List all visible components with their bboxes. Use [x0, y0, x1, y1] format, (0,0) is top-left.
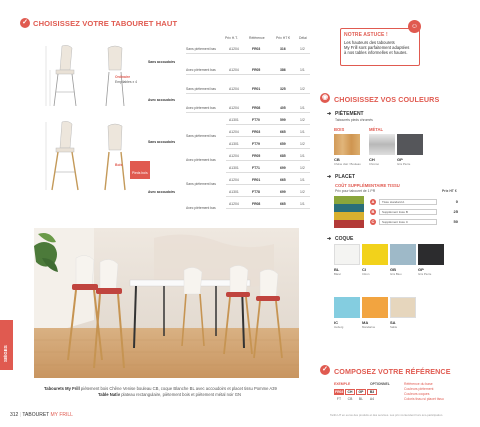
row-bottom-divider	[226, 148, 310, 149]
pietement-title: PIÈTEMENT	[335, 111, 364, 117]
section-title-tabouret: CHOISISSEZ VOTRE TABOURET HAUT	[33, 19, 178, 28]
placet-option-row[interactable]	[370, 209, 462, 217]
footer-left: 312 | TABOURET MY FRILL	[10, 412, 73, 418]
row-top-ht: A1204	[229, 106, 239, 110]
coque-swatch-name: Mandarine	[362, 325, 376, 329]
ref-code-sub: FT	[336, 397, 342, 401]
tag-pieds-bois	[130, 161, 150, 179]
row-bottom-ht: A1301	[229, 118, 239, 122]
row-bottom-ht: A1301	[229, 142, 239, 146]
row-bottom-label: Sans piètement bas	[186, 182, 216, 186]
label-avec-accoudoirs-2: Avec accoudoirs	[148, 190, 176, 194]
footer-title-accent: MY FRILL	[50, 412, 73, 418]
row-bottom-price: 665	[280, 130, 286, 134]
ref-code-box: B3	[367, 389, 377, 395]
row-bottom-ref: FT79	[252, 142, 260, 146]
header-ref: Référence	[249, 36, 265, 40]
header-delay: Délai	[299, 36, 307, 40]
arrow-coque-icon: ➔	[327, 236, 332, 242]
row-bottom-price: 699	[280, 190, 286, 194]
caption-line1-bold: Tabourets My Frill	[44, 386, 80, 391]
ref-code-sub: BL	[358, 397, 364, 401]
ref-legend-item: Référence du base	[404, 382, 433, 386]
row-top-label: Avec piètement bas	[186, 106, 216, 110]
row-top-ref: FR08	[252, 106, 261, 110]
row-bottom-price: 599	[280, 118, 286, 122]
placet-option-value: 50	[453, 219, 458, 224]
ref-code-box: GP	[356, 389, 366, 395]
ref-legend-item: Couleurs piètement	[404, 387, 434, 391]
swatch-ch-name: Chromé	[369, 162, 379, 166]
caption-line2-bold: Table Nativ	[98, 392, 121, 397]
ref-legend-item: Couleurs coques	[404, 392, 430, 396]
arrow-pietement-icon: ➔	[327, 111, 332, 117]
coque-swatch-gp[interactable]	[418, 244, 444, 265]
coque-title: COQUE	[335, 236, 354, 242]
row-bottom-divider	[226, 184, 310, 185]
row-bottom-delay: 1/1	[300, 178, 305, 182]
row-top-ref: FR03	[252, 47, 261, 51]
tip-box	[340, 28, 420, 66]
row-bottom-divider	[226, 208, 310, 209]
label-sans-accoudoirs-2: Sans accoudoirs	[148, 140, 176, 144]
row-bottom-delay: 1/1	[300, 130, 305, 134]
label-ordinaire: Ordinaire	[115, 75, 131, 79]
coque-swatch-ma[interactable]	[362, 297, 388, 318]
coque-swatch-code: MA	[362, 320, 369, 325]
row-bottom-ref: FT78	[252, 190, 260, 194]
coque-swatch-name: Blanc	[334, 272, 341, 276]
row-bottom-label: Avec piètement bas	[186, 158, 216, 162]
caption-line2-text: plateau rectangulaire, piètement bois et piètement métal noir GN	[120, 392, 242, 397]
row-bottom-ref: FR05	[252, 154, 261, 158]
row-bottom-price: 685	[280, 154, 286, 158]
placet-option-label: Supplément tissu B	[379, 209, 437, 215]
label-bois-group: BOIS	[334, 127, 345, 132]
row-top-ht: A1204	[229, 87, 239, 91]
coque-swatch-name: Citron	[362, 272, 370, 276]
row-top-ht: A1204	[229, 47, 239, 51]
caption-line2	[98, 392, 241, 397]
coque-swatch-code: SA	[390, 320, 396, 325]
fabric-swatches-image	[334, 196, 364, 228]
ref-code-box: FR03	[335, 390, 344, 394]
swatch-gp-pietement-name: Gris Pierre	[397, 162, 411, 166]
product-photo	[34, 228, 299, 378]
caption-line1-text: piètement bois Chêne Venise bouleau CB, coque Blanche BL avec accoudoirs et placet tissu Pomme A39	[79, 386, 277, 391]
placet-option-row[interactable]	[370, 219, 462, 227]
coque-swatch-ic[interactable]	[334, 297, 360, 318]
side-tab-sieges[interactable]	[0, 320, 13, 370]
section-title-couleurs: CHOISISSEZ VOS COULEURS	[334, 95, 440, 104]
label-metal-group: MÉTAL	[369, 127, 384, 132]
tag-pieds-bois-label: Pieds bois	[132, 171, 148, 175]
row-top-ref: FR05	[252, 68, 261, 72]
swatch-gp-pietement-code: GP	[397, 157, 403, 162]
ref-example-label: EXEMPLE	[334, 382, 351, 386]
row-bottom-ht: A1204	[229, 154, 239, 158]
row-bottom-divider	[226, 172, 310, 173]
footer-right: Tarifs HT en euros des produits et des services. Les prix s'entendent hors éco-participation.	[330, 413, 444, 417]
row-top-delay: 1/2	[300, 87, 305, 91]
row-top-label: Sans piètement bas	[186, 87, 216, 91]
coque-swatch-gb[interactable]	[390, 244, 416, 265]
row-bottom-ht: A1204	[229, 202, 239, 206]
row-bottom-ref: FR01	[252, 178, 261, 182]
ref-code-box: CH	[345, 389, 355, 395]
row-bottom-divider	[226, 160, 310, 161]
row-top-ref: FR01	[252, 87, 261, 91]
coque-swatch-name: Sable	[390, 325, 398, 329]
row-bottom-label: Avec piètement bas	[186, 206, 216, 210]
row-top-price: 405	[280, 106, 286, 110]
row-bottom-price: 659	[280, 142, 286, 146]
row-bottom-ref: FT71	[252, 166, 260, 170]
arrow-placet-icon: ➔	[327, 174, 332, 180]
prix-label: Prix HT €	[442, 189, 457, 193]
cout-sub: Prix pour tabouret de 1 PR	[335, 189, 376, 193]
row-bottom-delay: 1/1	[300, 202, 305, 206]
chat-bubble-icon: ☺	[408, 20, 421, 33]
row-top-divider	[186, 53, 310, 54]
row-bottom-ht: A1204	[229, 178, 239, 182]
row-bottom-price: 665	[280, 178, 286, 182]
header-ht: Prix H.T.	[225, 36, 238, 40]
swatch-cb-code: CB	[334, 157, 340, 162]
ref-code-sub: A4	[369, 397, 375, 401]
row-bottom-ref: FR03	[252, 130, 261, 134]
tip-title: NOTRE ASTUCE !	[344, 32, 388, 38]
placet-option-row[interactable]	[370, 199, 462, 207]
tip-line3: à nos tables informelles et hautes.	[344, 50, 408, 55]
row-bottom-ht: A1301	[229, 166, 239, 170]
label-sans-accoudoirs-1: Sans accoudoirs	[148, 60, 176, 64]
swatch-ch-code: CH	[369, 157, 375, 162]
row-bottom-divider	[226, 124, 310, 125]
row-top-label: Sans piètement bas	[186, 47, 216, 51]
row-bottom-price: 699	[280, 166, 286, 170]
stool-wood-diagram	[40, 120, 100, 192]
stool-metal-diagram	[40, 44, 100, 108]
tip-line2: My Frill sont parfaitement adaptées	[344, 45, 410, 50]
row-top-divider	[186, 74, 310, 75]
swatch-ch[interactable]	[369, 134, 395, 155]
row-bottom-delay: 1/2	[300, 118, 305, 122]
coque-swatch-code: GB	[390, 267, 396, 272]
row-bottom-divider	[226, 136, 310, 137]
swatch-cb[interactable]	[334, 134, 360, 155]
row-top-divider	[186, 112, 310, 113]
row-bottom-delay: 1/2	[300, 142, 305, 146]
coque-swatch-ci[interactable]	[362, 244, 388, 265]
coque-swatch-name: Iceberg	[334, 325, 344, 329]
label-bois: Bois	[115, 163, 123, 167]
placet-option-value: 25	[453, 209, 458, 214]
placet-option-label: Supplément tissu C	[379, 219, 437, 225]
row-top-delay: 1/1	[300, 68, 305, 72]
coque-swatch-code: GP	[418, 267, 424, 272]
coque-swatch-name: Gris Bleu	[390, 272, 402, 276]
stool-wood-front	[100, 122, 130, 192]
row-bottom-ref: FR08	[252, 202, 261, 206]
ref-optional-label: OPTIONNEL	[370, 382, 390, 386]
label-avec-accoudoirs-1: Avec accoudoirs	[148, 98, 176, 102]
coque-swatch-name: Gris Pierre	[418, 272, 432, 276]
row-top-delay: 1/1	[300, 106, 305, 110]
placet-option-letter: B	[371, 209, 375, 214]
page-number: 312	[10, 412, 19, 418]
row-top-divider	[186, 93, 310, 94]
placet-option-letter: A	[371, 199, 375, 204]
placet-option-letter: C	[371, 219, 375, 224]
row-bottom-ht: A1301	[229, 190, 239, 194]
row-bottom-delay: 1/2	[300, 166, 305, 170]
footer-title: TABOURET	[22, 412, 50, 418]
tip-line1: Les hauteurs des tabourets	[344, 40, 395, 45]
ref-code-sub: CB	[347, 397, 353, 401]
caption-line1	[44, 386, 277, 391]
side-tab-label: SIÈGES	[3, 345, 8, 362]
reference-check-icon: ✓	[320, 365, 330, 375]
swatch-gp-pietement[interactable]	[397, 134, 423, 155]
row-top-label: Avec piètement bas	[186, 68, 216, 72]
row-top-price: 386	[280, 68, 286, 72]
coque-swatch-bl[interactable]	[334, 244, 360, 265]
row-top-delay: 1/2	[300, 47, 305, 51]
row-bottom-price: 665	[280, 202, 286, 206]
row-bottom-divider	[226, 196, 310, 197]
row-bottom-delay: 1/2	[300, 190, 305, 194]
swatch-cb-name: Chêne clair / Bouleau	[334, 162, 361, 166]
placet-title: PLACET	[335, 174, 355, 180]
coque-swatch-code: IC	[334, 320, 338, 325]
placet-option-label: Tissu standard A	[379, 199, 437, 205]
coque-swatch-sa[interactable]	[390, 297, 416, 318]
coque-swatch-code: CI	[362, 267, 366, 272]
row-bottom-delay: 1/1	[300, 154, 305, 158]
check-icon: ✓	[20, 18, 30, 28]
row-top-price: 325	[280, 87, 286, 91]
label-empilables: Empilables x 4	[115, 80, 138, 84]
placet-option-value: 0	[455, 199, 458, 204]
row-bottom-ref: FT70	[252, 118, 260, 122]
coque-swatch-code: BL	[334, 267, 340, 272]
row-bottom-ht: A1204	[229, 130, 239, 134]
ref-legend-item: Coloris tissu si placet tissu	[404, 397, 444, 401]
palette-icon: ◉	[321, 94, 329, 101]
row-bottom-label: Sans piètement bas	[186, 134, 216, 138]
row-top-ht: A1204	[229, 68, 239, 72]
pietement-sub: Tabourets pieds chromés	[335, 118, 373, 122]
section-title-reference: COMPOSEZ VOTRE RÉFÉRENCE	[334, 367, 451, 376]
row-top-price: 316	[280, 47, 286, 51]
header-price: Prix HT €	[276, 36, 291, 40]
cout-title: COÛT SUPPLÉMENTAIRE TISSU	[335, 183, 400, 188]
